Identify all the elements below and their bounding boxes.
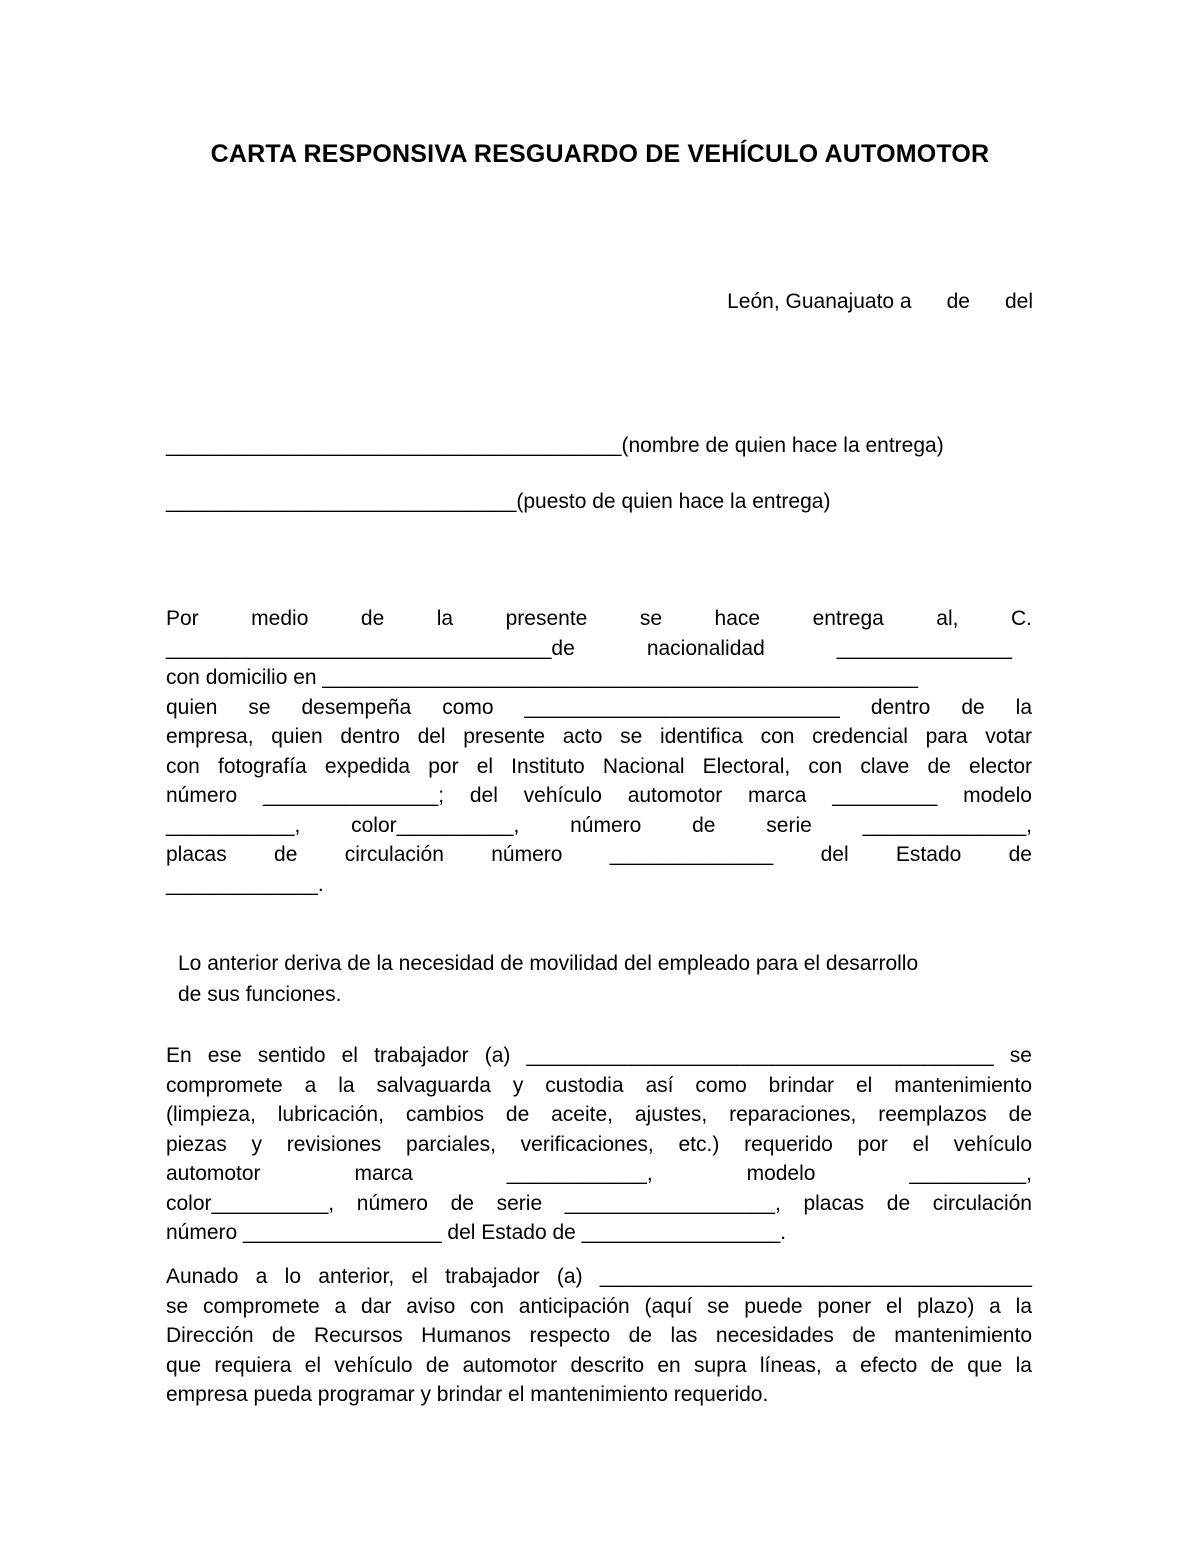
paragraph-line: automotor marca ____________, modelo __________, <box>166 1162 1032 1185</box>
paragraph-line: placas de circulación número ______________ del Estado de <box>166 843 1032 866</box>
paragraph-line: quien se desempeña como ___________________________ dentro de la <box>166 695 1032 719</box>
paragraph-line: En ese sentido el trabajador (a) ________________________________________ se <box>166 1044 1032 1067</box>
paragraph-line: ___________, color__________, número de serie ______________, <box>166 813 1032 837</box>
document-title: CARTA RESPONSIVA RESGUARDO DE VEHÍCULO AUTOMOTOR <box>210 140 990 168</box>
paragraph-commitment <box>166 1041 1032 1248</box>
paragraph-line: Dirección de Recursos Humanos respecto de las necesidades de mantenimiento <box>166 1324 1032 1347</box>
paragraph-notice <box>166 1262 1032 1410</box>
paragraph-line: (limpieza, lubricación, cambios de aceite, ajustes, reparaciones, reemplazos de <box>166 1103 1032 1126</box>
date-line: León, Guanajuato a de del <box>727 290 1033 313</box>
paragraph-line: Por medio de la presente se hace entrega al, C. <box>166 607 1032 630</box>
paragraph-line: _________________________________de nacionalidad _______________ <box>166 636 1012 660</box>
recipient-name-line: _______________________________________(nombre de quien hace la entrega) <box>166 434 944 457</box>
paragraph-line: que requiera el vehículo de automotor descrito en supra líneas, a efecto de que la <box>166 1353 1032 1377</box>
paragraph-line: empresa pueda programar y brindar el mantenimiento requerido. <box>166 1383 769 1406</box>
paragraph-line: piezas y revisiones parciales, verificaciones, etc.) requerido por el vehículo <box>166 1132 1032 1156</box>
paragraph-line: compromete a la salvaguarda y custodia así como brindar el mantenimiento <box>166 1073 1032 1097</box>
paragraph-line: con domicilio en ___________________________________________________ <box>166 666 919 689</box>
paragraph-line: con fotografía expedida por el Instituto Nacional Electoral, con clave de elector <box>166 754 1032 778</box>
paragraph-line: se compromete a dar aviso con anticipación (aquí se puede poner el plazo) a la <box>166 1294 1032 1318</box>
paragraph-delivery <box>166 604 1032 899</box>
paragraph-line: de sus funciones. <box>178 983 342 1006</box>
paragraph-reason <box>178 948 1018 1010</box>
paragraph-line: _____________. <box>166 872 324 896</box>
recipient-position-line: ______________________________(puesto de quien hace la entrega) <box>166 490 831 513</box>
paragraph-line: número _______________; del vehículo automotor marca _________ modelo <box>166 784 1032 807</box>
paragraph-line: Aunado a lo anterior, el trabajador (a) _____________________________________ <box>166 1265 1032 1288</box>
paragraph-line: empresa, quien dentro del presente acto se identifica con credencial para votar <box>166 725 1032 748</box>
paragraph-line: color__________, número de serie __________________, placas de circulación <box>166 1191 1032 1215</box>
paragraph-line: número _________________ del Estado de _________________. <box>166 1221 787 1244</box>
paragraph-line: Lo anterior deriva de la necesidad de movilidad del empleado para el desarrollo <box>178 952 919 975</box>
